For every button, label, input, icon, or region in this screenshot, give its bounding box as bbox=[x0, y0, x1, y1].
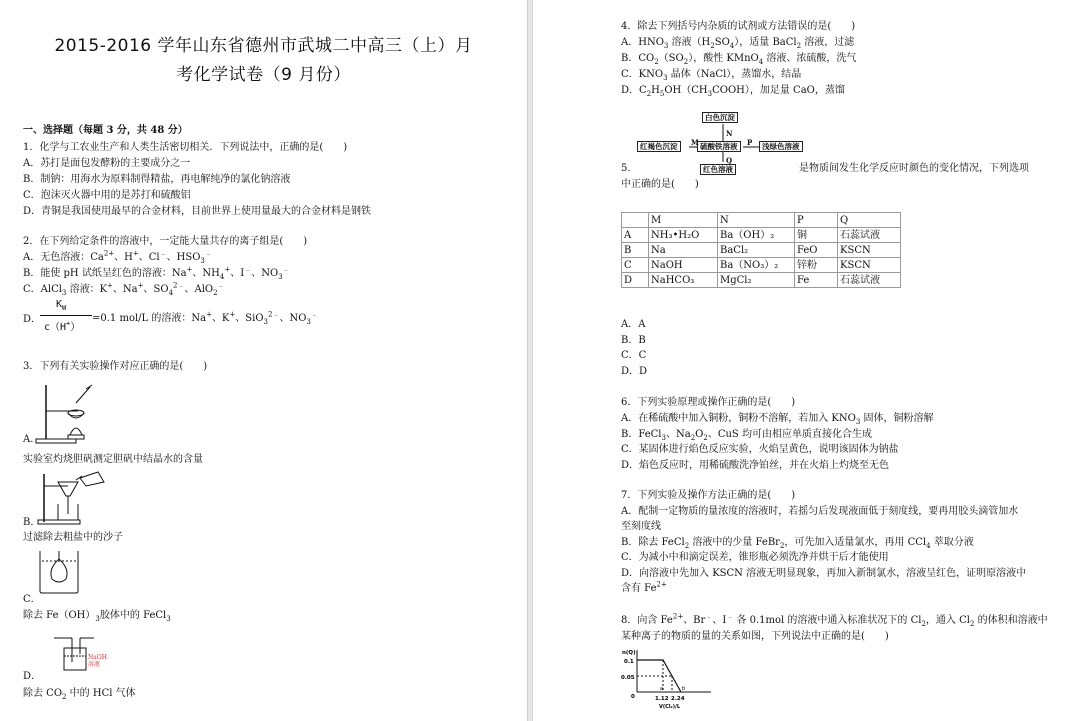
q4-option-c: C．$KNO_3$ 晶体（NaCl），蒸馏水，结晶 bbox=[621, 69, 802, 82]
q4-stem: 4．除去下列括号内杂质的试剂或方法错误的是( ) bbox=[621, 21, 856, 32]
q1-option-d: D．青铜是我国使用最早的合金材料，目前世界上使用量最大的合金材料是钢铁 bbox=[23, 206, 372, 217]
q4-option-a: A．$HNO_3$ 溶液$(H_2SO_4)$，适量 BaCl$_2$ 溶液，过滤 bbox=[621, 37, 855, 50]
q5-table-header-row bbox=[622, 213, 901, 228]
q2-option-c: C．AlCl$_3$ 溶液：K+、Na+、$SO_4^{2﹣}$、AlO$_2$﹣ bbox=[23, 281, 225, 297]
q5-table-cell: 锌粉 bbox=[795, 258, 838, 273]
q5-table-cell: C bbox=[622, 258, 649, 273]
q5-label-m: M bbox=[691, 138, 699, 147]
q8-graph-xb: b bbox=[682, 686, 686, 692]
q8-graph-y1: 0.1 bbox=[624, 659, 634, 665]
q5-table-cell: A bbox=[622, 228, 649, 243]
q5-label-n: N bbox=[726, 129, 733, 138]
q5-table-cell: NH₃•H₂O bbox=[649, 228, 718, 243]
q3-option-b-desc: 过滤除去粗盐中的沙子 bbox=[23, 532, 123, 543]
q1-option-a: A．苏打是面包发酵粉的主要成分之一 bbox=[23, 158, 191, 169]
q7-option-c: C．为减小中和滴定误差，锥形瓶必须洗净并烘干后才能使用 bbox=[621, 552, 889, 563]
right-page bbox=[533, 0, 1067, 721]
q7-option-b: B．除去 FeCl$_2$ 溶液中的少量 FeBr$_2$，可先加入适量氯水，再用 CCl$_4$ 萃取分液 bbox=[621, 537, 974, 550]
q5-number: 5． bbox=[621, 163, 638, 174]
paper-title-line1: 2015-2016 学年山东省德州市武城二中高三（上）月 bbox=[54, 36, 473, 56]
q3-figure-a-apparatus bbox=[34, 383, 100, 445]
q8-graph-x1: 1.12 bbox=[655, 696, 669, 702]
q8-stem-line2: 某种离子的物质的量的关系如图，下列说法中正确的是( ) bbox=[621, 631, 889, 642]
q5-table-cell: KSCN bbox=[838, 243, 901, 258]
q2-option-b: B．能使 pH 试纸呈红色的溶液：Na+、$NH_4^+$、I﹣、$NO_3^﹣$ bbox=[23, 265, 290, 281]
left-page bbox=[0, 0, 527, 721]
q8-graph bbox=[621, 646, 717, 712]
q3-option-a-label: A． bbox=[23, 434, 41, 445]
q7-option-d: D．向溶液中先加入 KSCN 溶液无明显现象，再加入新制氯水，溶液呈红色，证明原溶液中 bbox=[621, 568, 1027, 579]
q5-table-cell: M bbox=[649, 213, 718, 228]
q5-table-cell: P bbox=[795, 213, 838, 228]
q7-option-a: A．配制一定物质的量浓度的溶液时，若摇匀后发现液面低于刻度线，要再用胶头滴管加水 bbox=[621, 506, 1019, 517]
q5-table-cell: 石蕊试液 bbox=[838, 228, 901, 243]
q1-option-c: C．泡沫灭火器中用的是苏打和硫酸铝 bbox=[23, 190, 191, 201]
q5-table-cell: NaOH bbox=[649, 258, 718, 273]
q8-graph-origin: 0 bbox=[631, 694, 635, 700]
q3-option-d-desc: 除去 $CO_2$ 中的 HCl 气体 bbox=[23, 688, 136, 701]
q5-table-cell: N bbox=[718, 213, 795, 228]
q5-label-p: P bbox=[747, 138, 753, 147]
q5-option-c: C．C bbox=[621, 350, 647, 361]
section-heading: 一、选择题（每题 3 分，共 48 分） bbox=[23, 125, 188, 136]
q3-option-a-desc: 实验室灼烧胆矾测定胆矾中结晶水的含量 bbox=[23, 454, 203, 465]
q2-fraction-numerator: $K_W$ bbox=[56, 299, 67, 312]
q5-label-q: Q bbox=[726, 156, 733, 165]
q5-table-cell: BaCl₂ bbox=[718, 243, 795, 258]
q8-graph-ylabel: n(Q) bbox=[622, 650, 636, 656]
q8-graph-xlabel: V(Cl₂)/L bbox=[659, 704, 681, 710]
q4-option-b: B．$CO_2(SO_2)$，酸性 KMnO$_4$ 溶液、浓硫酸，洗气 bbox=[621, 53, 857, 66]
q1-option-b: B．制钠：用海水为原料制得精盐，再电解纯净的氯化钠溶液 bbox=[23, 174, 291, 185]
q3-figure-b-filtration bbox=[36, 470, 108, 526]
q8-graph-x2: 2.24 bbox=[671, 696, 685, 702]
q8-graph-xa: a bbox=[660, 686, 664, 692]
q5-table-row bbox=[622, 243, 901, 258]
q5-table-cell: Ba（NO₃）₂ bbox=[718, 258, 795, 273]
q7-option-d-cont: 含有 $Fe^{2+}$ bbox=[621, 580, 667, 594]
q2-fraction-denominator: c（H+） bbox=[44, 319, 81, 333]
q5-box-center: 硫酸铁溶液 bbox=[697, 141, 741, 152]
q2-option-a: A．无色溶液：$Ca^{2+}$、H+、Cl﹣、$HSO_3^﹣$ bbox=[23, 249, 212, 265]
q5-box-bottom: 红色溶液 bbox=[700, 164, 736, 175]
q1-stem: 1．化学与工农业生产和人类生活密切相关．下列说法中，正确的是( ) bbox=[23, 142, 348, 153]
q5-options-table bbox=[621, 212, 901, 288]
q2-fraction-bar bbox=[40, 315, 92, 316]
q3-option-c-desc: 除去 $Fe(OH)_3$胶体中的 FeCl$_3$ bbox=[23, 610, 171, 623]
q8-stem: 8．向含 $Fe^{2+}$、Br﹣、I﹣ 各 0.1mol 的溶液中通入标准状况下的 $Cl_2$，通入 $Cl_2$ 的体积和溶液中 bbox=[621, 612, 1048, 628]
q5-option-b: B．B bbox=[621, 335, 646, 346]
q2-stem: 2．在下列给定条件的溶液中，一定能大量共存的离子组是( ) bbox=[23, 236, 308, 247]
q7-option-a-cont: 至刻度线 bbox=[621, 521, 661, 532]
q5-table-cell: FeO bbox=[795, 243, 838, 258]
q6-option-d: D．焰色反应时，用稀硫酸洗净铂丝，并在火焰上灼烧至无色 bbox=[621, 460, 890, 471]
q3-option-c-label: C． bbox=[23, 594, 41, 605]
q5-table-cell: NaHCO₃ bbox=[649, 273, 718, 288]
q8-graph-y2: 0.05 bbox=[621, 675, 635, 681]
q4-option-d: D．$C_2H_5OH(CH_3COOH)$，加足量 CaO，蒸馏 bbox=[621, 85, 845, 98]
q7-stem: 7．下列实验及操作方法正确的是( ) bbox=[621, 490, 796, 501]
q5-table-cell: D bbox=[622, 273, 649, 288]
q3-option-b-label: B． bbox=[23, 517, 41, 528]
q5-table-cell: 铜 bbox=[795, 228, 838, 243]
q5-box-right: 浅绿色溶液 bbox=[759, 141, 803, 152]
q3-figure-d-label: NaOH 溶液 bbox=[88, 654, 107, 668]
q5-table-cell: 石蕊试液 bbox=[838, 273, 901, 288]
q6-option-a: A．在稀硫酸中加入铜粉，铜粉不溶解，若加入 $KNO_3$ 固体，铜粉溶解 bbox=[621, 413, 934, 426]
q5-table-cell: Q bbox=[838, 213, 901, 228]
q2-option-d-label: D． bbox=[23, 314, 42, 325]
q5-table-cell bbox=[622, 213, 649, 228]
q6-option-c: C．某固体进行焰色反应实验，火焰呈黄色，说明该固体为钠盐 bbox=[621, 444, 899, 455]
q3-stem: 3．下列有关实验操作对应正确的是( ) bbox=[23, 361, 208, 372]
q5-table-cell: KSCN bbox=[838, 258, 901, 273]
q2-option-d: =0.1 mol/L 的溶液：Na+、K+、SiO$_3^{2﹣}$、$NO_3^﹣$ bbox=[92, 310, 318, 326]
paper-title-line2: 考化学试卷（9 月份） bbox=[176, 65, 351, 85]
q5-option-a: A．A bbox=[621, 319, 646, 330]
q5-table-row bbox=[622, 228, 901, 243]
q6-stem: 6．下列实验原理或操作正确的是( ) bbox=[621, 397, 796, 408]
q5-table-cell: MgCl₂ bbox=[718, 273, 795, 288]
q5-table-cell: Na bbox=[649, 243, 718, 258]
q6-option-b: B．FeCl$_3$、$Na_2O_2$、CuS 均可由相应单质直接化合生成 bbox=[621, 429, 872, 442]
q5-table-row bbox=[622, 273, 901, 288]
q5-table-cell: Fe bbox=[795, 273, 838, 288]
q5-option-d: D．D bbox=[621, 366, 648, 377]
q3-option-d-label: D． bbox=[23, 671, 42, 682]
q5-table-cell: Ba（OH）₂ bbox=[718, 228, 795, 243]
q5-stem: 是物质间发生化学反应时颜色的变化情况，下列选项 bbox=[799, 163, 1029, 174]
q5-box-left: 红褐色沉淀 bbox=[637, 141, 681, 152]
q5-box-top: 白色沉淀 bbox=[702, 112, 738, 123]
q3-figure-c-dialysis bbox=[38, 547, 84, 595]
q5-table-row bbox=[622, 258, 901, 273]
q5-table-cell: B bbox=[622, 243, 649, 258]
q5-stem-line2: 中正确的是( ) bbox=[621, 179, 699, 190]
